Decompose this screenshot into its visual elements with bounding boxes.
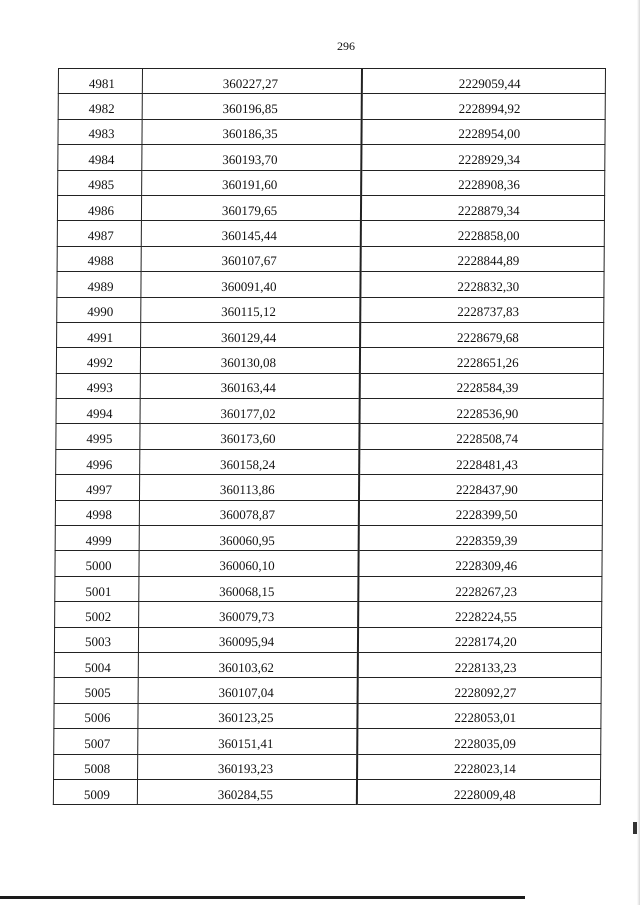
point-number-cell xyxy=(54,652,138,677)
x-coordinate-cell xyxy=(140,399,360,424)
y-coordinate-cell xyxy=(359,424,603,449)
table-row xyxy=(58,145,605,170)
point-number-cell xyxy=(55,551,139,576)
point-number-cell-value: 4993 xyxy=(86,380,113,396)
x-coordinate-cell xyxy=(138,729,358,754)
point-number-cell-value: 4999 xyxy=(85,532,112,548)
y-coordinate-cell xyxy=(360,297,604,322)
point-number-cell xyxy=(57,195,141,220)
point-number-cell-value: 4982 xyxy=(88,101,115,117)
x-coordinate-cell xyxy=(141,297,361,322)
y-coordinate-cell-value: 2228481,43 xyxy=(456,456,518,472)
y-coordinate-cell-value: 2228437,90 xyxy=(455,481,518,497)
x-coordinate-cell xyxy=(140,373,360,398)
x-coordinate-cell xyxy=(138,602,358,627)
y-coordinate-cell-value: 2228858,00 xyxy=(457,228,520,244)
y-coordinate-cell-value: 2228399,50 xyxy=(455,507,518,523)
x-coordinate-cell xyxy=(137,754,357,779)
y-coordinate-cell xyxy=(360,373,604,398)
point-number-cell xyxy=(55,500,139,525)
x-coordinate-cell-value: 360107,04 xyxy=(218,685,274,701)
x-coordinate-cell xyxy=(141,221,361,246)
x-coordinate-cell xyxy=(140,424,360,449)
point-number-cell-value: 4984 xyxy=(88,151,115,167)
point-number-cell-value: 4992 xyxy=(86,354,113,370)
y-coordinate-cell xyxy=(361,145,605,170)
point-number-cell-value: 4989 xyxy=(87,278,114,294)
x-coordinate-cell-value: 360145,44 xyxy=(221,228,277,244)
table-row xyxy=(55,475,602,500)
y-coordinate-cell-value: 2228879,34 xyxy=(457,202,520,218)
point-number-cell xyxy=(58,119,142,144)
x-coordinate-cell-value: 360173,60 xyxy=(220,431,276,447)
point-number-cell xyxy=(54,678,138,703)
table-row xyxy=(55,602,602,627)
point-number-cell-value: 4994 xyxy=(86,405,113,421)
y-coordinate-cell-value: 2228359,39 xyxy=(455,532,518,548)
table-row xyxy=(56,399,603,424)
y-coordinate-cell-value: 2228844,89 xyxy=(457,253,520,269)
x-coordinate-cell-value: 360227,27 xyxy=(222,75,279,91)
table-row xyxy=(56,373,603,398)
table-row xyxy=(55,551,602,576)
point-number-cell xyxy=(56,373,140,398)
point-number-cell xyxy=(55,475,139,500)
y-coordinate-cell xyxy=(360,348,604,373)
x-coordinate-cell xyxy=(139,526,359,551)
x-coordinate-cell-value: 360196,85 xyxy=(222,101,278,117)
point-number-cell-value: 4990 xyxy=(87,304,114,320)
x-coordinate-cell xyxy=(138,627,358,652)
point-number-cell-value: 5007 xyxy=(84,735,111,751)
page-number: 296 xyxy=(337,39,355,53)
table-row xyxy=(55,500,602,525)
point-number-cell-value: 4998 xyxy=(85,507,112,523)
table-row xyxy=(55,526,602,551)
y-coordinate-cell-value: 2228133,23 xyxy=(454,659,517,675)
y-coordinate-cell xyxy=(360,272,604,297)
x-coordinate-cell xyxy=(139,500,359,525)
point-number-cell xyxy=(57,297,141,322)
bottom-scan-rule xyxy=(0,896,525,899)
y-coordinate-cell xyxy=(360,322,604,347)
x-coordinate-cell xyxy=(140,449,360,474)
x-coordinate-cell-value: 360060,10 xyxy=(219,558,275,574)
point-number-cell-value: 5000 xyxy=(85,558,112,574)
x-coordinate-cell-value: 360158,24 xyxy=(220,456,276,472)
point-number-cell xyxy=(55,526,139,551)
x-coordinate-cell-value: 360179,65 xyxy=(221,202,278,218)
point-number-cell-value: 5002 xyxy=(85,608,112,624)
x-coordinate-cell xyxy=(141,272,361,297)
y-coordinate-cell-value: 2229059,44 xyxy=(458,75,521,91)
x-coordinate-cell xyxy=(138,678,358,703)
right-margin-mark xyxy=(633,822,637,834)
point-number-cell-value: 4995 xyxy=(86,431,113,447)
x-coordinate-cell xyxy=(141,246,361,271)
point-number-cell xyxy=(57,322,141,347)
table-row xyxy=(57,322,604,347)
point-number-cell xyxy=(58,69,142,94)
y-coordinate-cell xyxy=(357,779,601,804)
y-coordinate-cell-value: 2228267,23 xyxy=(455,583,518,599)
y-coordinate-cell xyxy=(359,449,603,474)
y-coordinate-cell xyxy=(359,475,603,500)
y-coordinate-cell-value: 2228023,14 xyxy=(453,761,516,777)
point-number-cell-value: 5006 xyxy=(84,710,111,726)
table-row xyxy=(53,779,600,804)
y-coordinate-cell xyxy=(361,221,605,246)
point-number-cell-value: 4991 xyxy=(87,329,114,345)
coordinates-table xyxy=(53,68,606,805)
y-coordinate-cell-value: 2228224,55 xyxy=(455,608,517,624)
y-coordinate-cell-value: 2228737,83 xyxy=(457,304,520,320)
x-coordinate-cell xyxy=(138,652,358,677)
x-coordinate-cell xyxy=(142,145,362,170)
point-number-cell-value: 4987 xyxy=(87,228,114,244)
y-coordinate-cell xyxy=(357,729,601,754)
y-coordinate-cell xyxy=(358,652,602,677)
point-number-cell xyxy=(58,94,142,119)
x-coordinate-cell-value: 360193,23 xyxy=(217,761,274,777)
y-coordinate-cell-value: 2228309,46 xyxy=(455,558,518,574)
x-coordinate-cell xyxy=(142,119,362,144)
coordinates-table-body xyxy=(53,69,605,805)
x-coordinate-cell-value: 360163,44 xyxy=(220,380,276,396)
x-coordinate-cell-value: 360186,35 xyxy=(222,126,278,142)
x-coordinate-cell-value: 360095,94 xyxy=(218,634,275,650)
table-row xyxy=(57,297,604,322)
x-coordinate-cell xyxy=(142,94,362,119)
point-number-cell-value: 4988 xyxy=(87,253,114,269)
x-coordinate-cell-value: 360113,86 xyxy=(219,481,275,497)
table-row xyxy=(56,449,603,474)
point-number-cell xyxy=(54,754,138,779)
point-number-cell-value: 5004 xyxy=(84,659,111,675)
y-coordinate-cell xyxy=(361,170,605,195)
x-coordinate-cell-value: 360191,60 xyxy=(221,177,278,193)
point-number-cell-value: 5005 xyxy=(84,685,111,701)
x-coordinate-cell-value: 360284,55 xyxy=(217,786,274,802)
y-coordinate-cell xyxy=(359,500,603,525)
x-coordinate-cell-value: 360193,70 xyxy=(222,151,278,167)
table-row xyxy=(55,576,602,601)
y-coordinate-cell xyxy=(358,551,602,576)
x-coordinate-cell-value: 360107,67 xyxy=(221,253,277,269)
y-coordinate-cell-value: 2228929,34 xyxy=(458,151,521,167)
point-number-cell-value: 4997 xyxy=(86,481,113,497)
x-coordinate-cell xyxy=(139,551,359,576)
x-coordinate-cell xyxy=(138,703,358,728)
x-coordinate-cell xyxy=(141,170,361,195)
y-coordinate-cell-value: 2228954,00 xyxy=(458,126,521,142)
table-row xyxy=(58,69,605,94)
y-coordinate-cell xyxy=(361,246,605,271)
table-row xyxy=(54,754,601,779)
point-number-cell xyxy=(57,272,141,297)
point-number-cell-value: 5008 xyxy=(84,761,111,777)
x-coordinate-cell xyxy=(137,779,357,804)
table-row xyxy=(57,195,604,220)
y-coordinate-cell-value: 2228651,26 xyxy=(456,354,519,370)
x-coordinate-cell-value: 360130,08 xyxy=(220,354,277,370)
x-coordinate-cell xyxy=(142,69,362,94)
table-row xyxy=(56,424,603,449)
point-number-cell-value: 4983 xyxy=(88,126,115,142)
y-coordinate-cell-value: 2228536,90 xyxy=(456,405,519,421)
point-number-cell xyxy=(54,703,138,728)
point-number-cell-value: 4981 xyxy=(88,75,115,91)
x-coordinate-cell-value: 360078,87 xyxy=(219,507,276,523)
table-row xyxy=(57,246,604,271)
y-coordinate-cell xyxy=(358,627,602,652)
y-coordinate-cell xyxy=(361,119,605,144)
table-row xyxy=(58,119,605,144)
y-coordinate-cell xyxy=(357,678,601,703)
y-coordinate-cell-value: 2228092,27 xyxy=(454,685,517,701)
y-coordinate-cell-value: 2228679,68 xyxy=(456,329,519,345)
y-coordinate-cell xyxy=(358,602,602,627)
point-number-cell-value: 5001 xyxy=(85,583,112,599)
point-number-cell xyxy=(57,221,141,246)
point-number-cell xyxy=(54,729,138,754)
table-row xyxy=(57,272,604,297)
point-number-cell-value: 5003 xyxy=(84,634,112,650)
y-coordinate-cell xyxy=(357,703,601,728)
x-coordinate-cell-value: 360060,95 xyxy=(219,532,275,548)
x-coordinate-cell-value: 360068,15 xyxy=(219,583,275,599)
point-number-cell-value: 4996 xyxy=(86,456,113,472)
point-number-cell xyxy=(56,399,140,424)
y-coordinate-cell xyxy=(358,576,602,601)
point-number-cell xyxy=(56,424,140,449)
table-row xyxy=(54,703,601,728)
y-coordinate-cell-value: 2228009,48 xyxy=(453,786,516,802)
x-coordinate-cell-value: 360177,02 xyxy=(220,405,276,421)
y-coordinate-cell xyxy=(359,526,603,551)
table-row xyxy=(58,170,605,195)
y-coordinate-cell-value: 2228832,30 xyxy=(457,278,520,294)
point-number-cell-value: 4985 xyxy=(88,177,115,193)
point-number-cell xyxy=(56,348,140,373)
y-coordinate-cell-value: 2228174,20 xyxy=(454,634,517,650)
x-coordinate-cell xyxy=(140,348,360,373)
x-coordinate-cell xyxy=(139,475,359,500)
y-coordinate-cell-value: 2228508,74 xyxy=(456,431,519,447)
table-row xyxy=(54,729,601,754)
x-coordinate-cell-value: 360123,25 xyxy=(218,710,274,726)
point-number-cell xyxy=(56,449,140,474)
point-number-cell-value: 4986 xyxy=(87,202,115,218)
x-coordinate-cell-value: 360079,73 xyxy=(218,608,275,624)
x-coordinate-cell xyxy=(140,322,360,347)
table-row xyxy=(54,678,601,703)
y-coordinate-cell xyxy=(357,754,601,779)
y-coordinate-cell-value: 2228584,39 xyxy=(456,380,519,396)
table-row xyxy=(57,221,604,246)
y-coordinate-cell xyxy=(361,195,605,220)
table-row xyxy=(58,94,605,119)
x-coordinate-cell xyxy=(139,576,359,601)
x-coordinate-cell-value: 360103,62 xyxy=(218,659,274,675)
y-coordinate-cell-value: 2228994,92 xyxy=(458,101,521,117)
x-coordinate-cell xyxy=(141,195,361,220)
y-coordinate-cell xyxy=(362,94,606,119)
x-coordinate-cell-value: 360091,40 xyxy=(221,278,277,294)
y-coordinate-cell-value: 2228035,09 xyxy=(454,735,517,751)
table-row xyxy=(56,348,603,373)
point-number-cell xyxy=(53,779,137,804)
point-number-cell-value: 5009 xyxy=(83,786,110,802)
y-coordinate-cell-value: 2228053,01 xyxy=(454,710,517,726)
x-coordinate-cell-value: 360151,41 xyxy=(218,735,274,751)
table-row xyxy=(54,627,601,652)
point-number-cell xyxy=(54,627,138,652)
y-coordinate-cell xyxy=(359,399,603,424)
point-number-cell xyxy=(58,145,142,170)
x-coordinate-cell-value: 360115,12 xyxy=(221,304,276,320)
y-coordinate-cell xyxy=(362,69,606,94)
point-number-cell xyxy=(55,576,139,601)
table-row xyxy=(54,652,601,677)
y-coordinate-cell-value: 2228908,36 xyxy=(458,177,520,193)
point-number-cell xyxy=(57,246,141,271)
point-number-cell xyxy=(55,602,139,627)
x-coordinate-cell-value: 360129,44 xyxy=(220,329,277,345)
point-number-cell xyxy=(58,170,142,195)
